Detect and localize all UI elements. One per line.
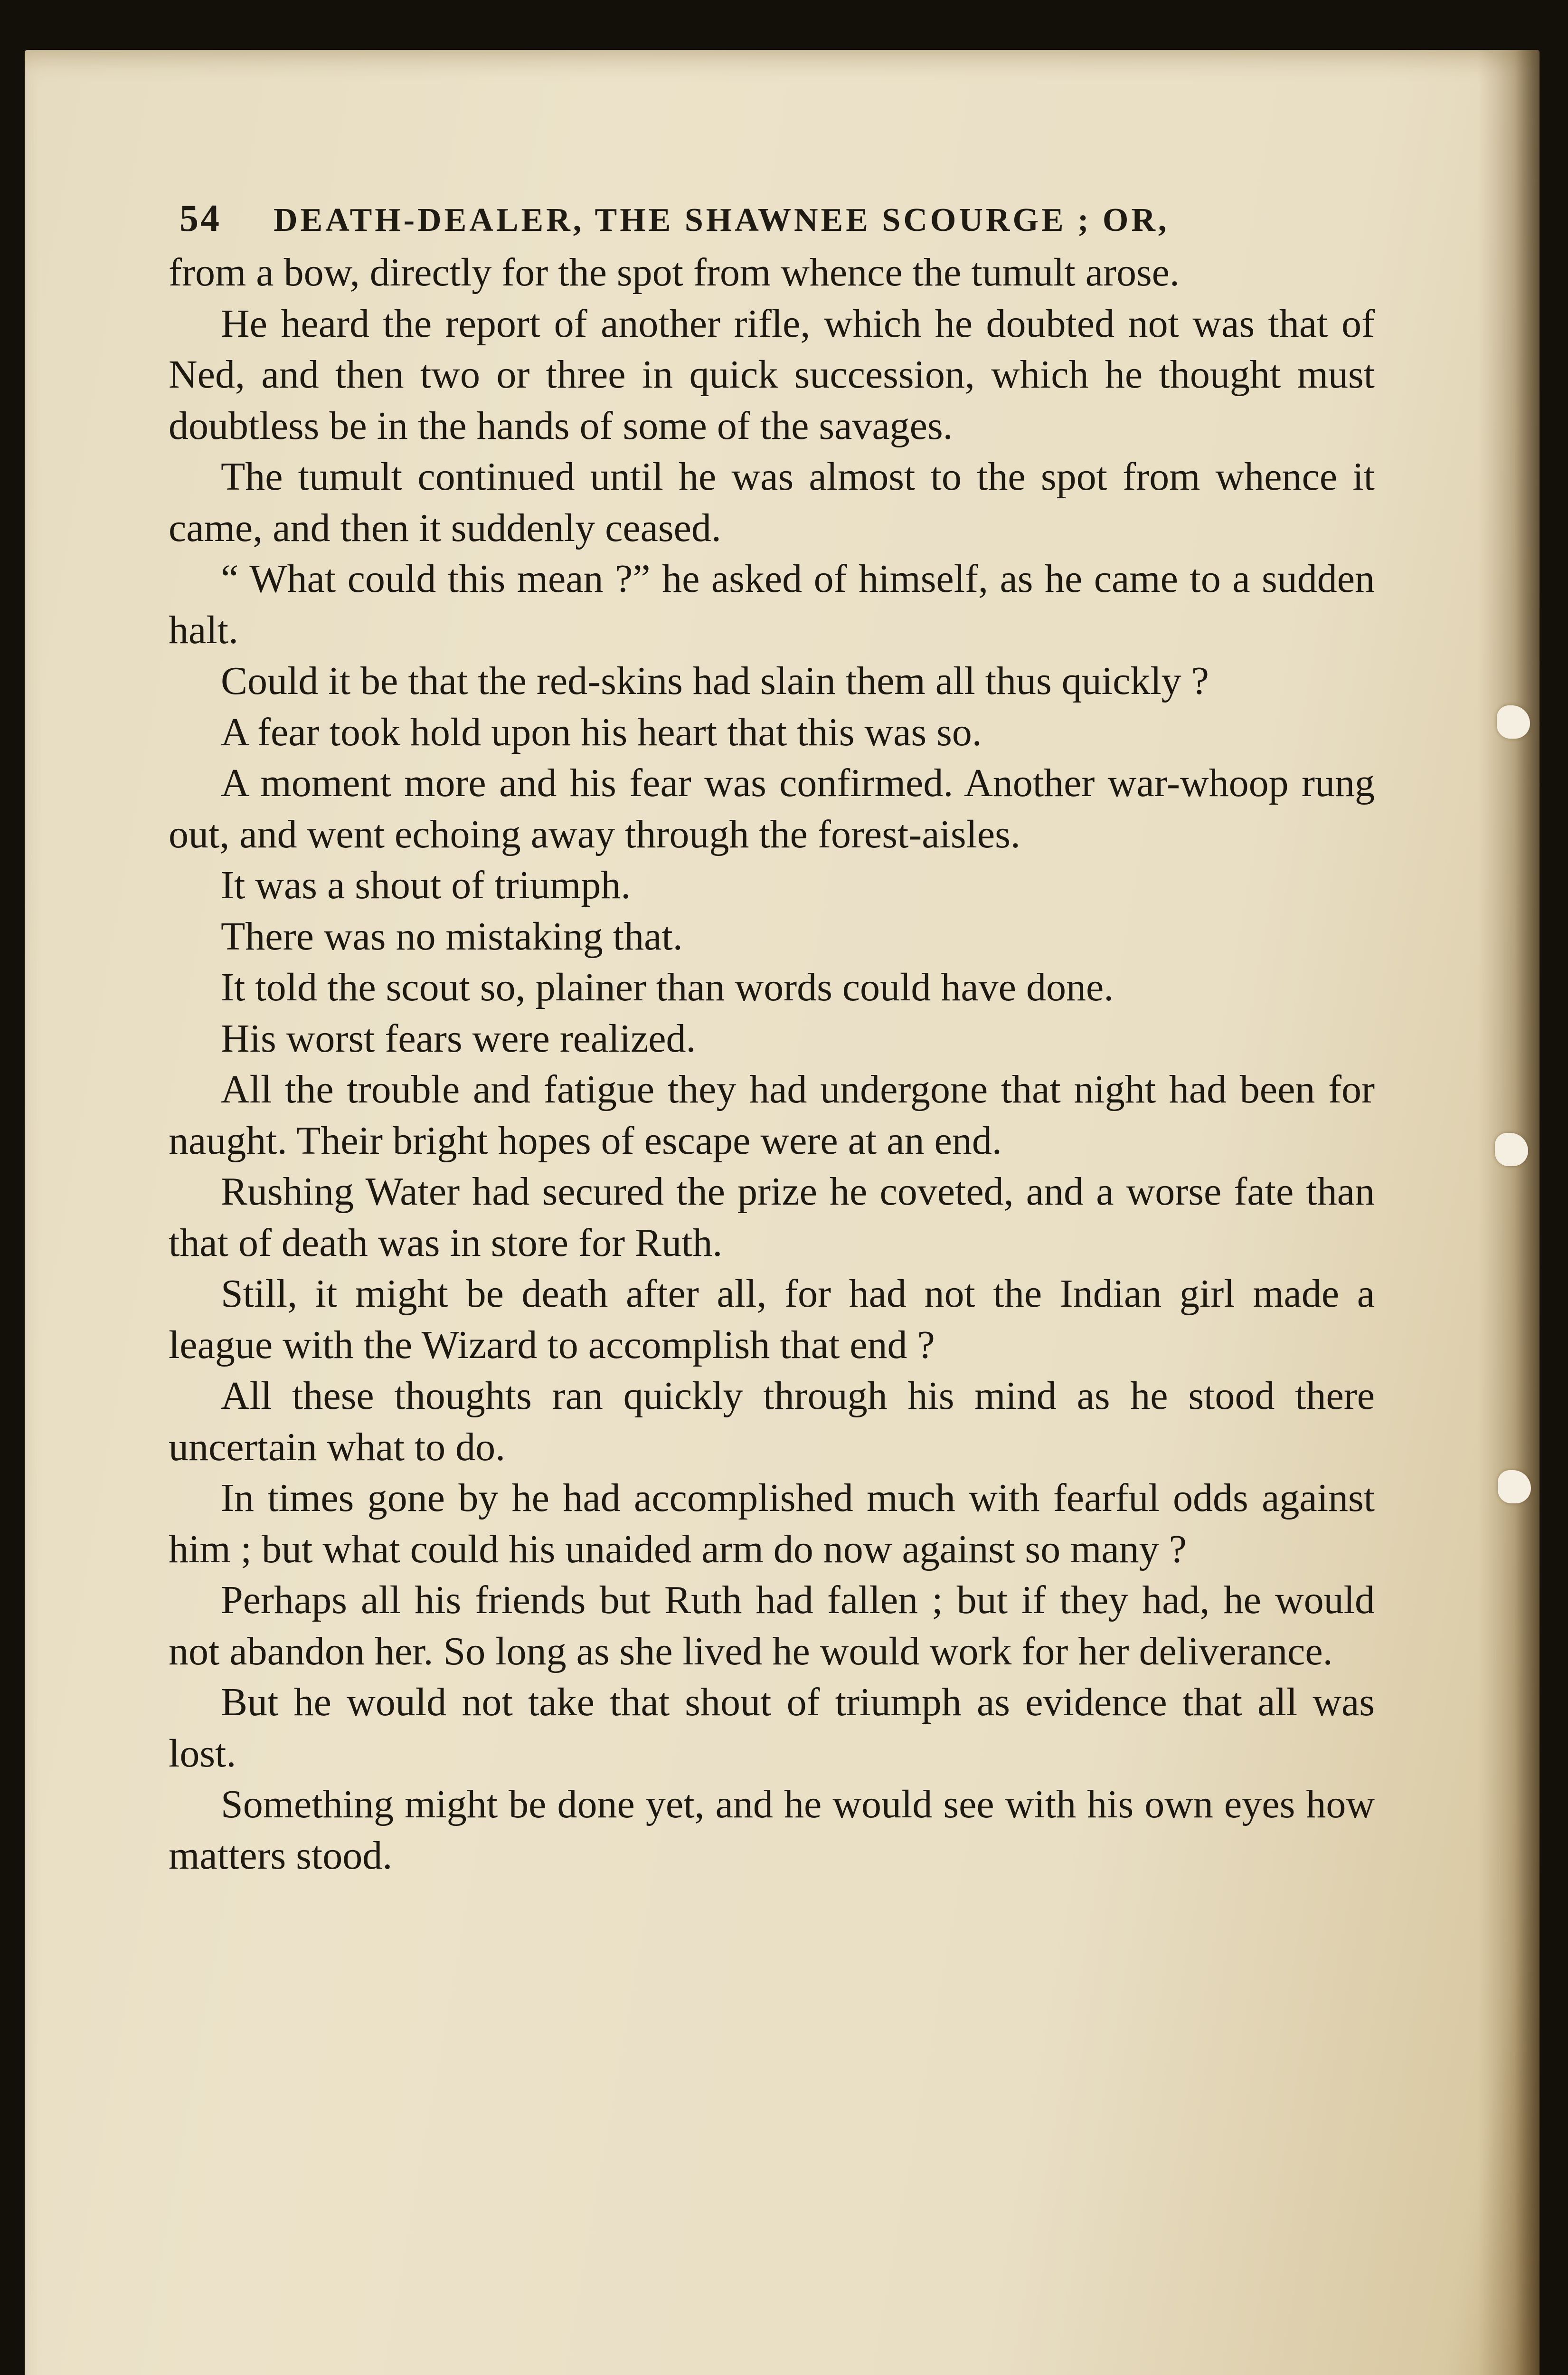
paragraph: Something might be done yet, and he would see with his own eyes how matters stood. (169, 1782, 1375, 1878)
running-header (179, 197, 1395, 240)
paragraph: It was a shout of triumph. (221, 863, 631, 907)
paragraph: from a bow, directly for the spot from whence the tumult arose. (169, 250, 1180, 294)
paragraph: His worst fears were realized. (221, 1016, 696, 1061)
paragraph: Still, it might be death after all, for had not the Indian girl made a league with the Wizard to accomplish that end ? (169, 1272, 1375, 1367)
page-edge-shadow (1478, 50, 1540, 2375)
paragraph: In times gone by he had accomplished much with fearful odds against him ; but what could his unaided arm do now against so many ? (169, 1476, 1375, 1571)
paragraph: “ What could this mean ?” he asked of himself, as he came to a sudden halt. (169, 557, 1375, 652)
paragraph: He heard the report of another rifle, which he doubted not was that of Ned, and then two or three in quick succession, which he thought must doubtless be in the hands of some of the savages. (169, 301, 1375, 448)
paragraph: There was no mistaking that. (221, 914, 683, 959)
paragraph: Could it be that the red-skins had slain them all thus quickly ? (221, 659, 1209, 703)
paragraph: All these thoughts ran quickly through his mind as he stood there uncertain what to do. (169, 1374, 1375, 1469)
paragraph: All the trouble and fatigue they had undergone that night had been for naught. Their bright hopes of escape were at an end. (169, 1067, 1375, 1163)
paragraph: A moment more and his fear was confirmed. Another war-whoop rung out, and went echoing away through the forest-aisles. (169, 761, 1375, 856)
paragraph: It told the scout so, plainer than words could have done. (221, 965, 1114, 1009)
paragraph: The tumult continued until he was almost to the spot from whence it came, and then it suddenly ceased. (169, 455, 1375, 550)
paragraph: Rushing Water had secured the prize he coveted, and a worse fate than that of death was in store for Ruth. (169, 1169, 1375, 1265)
body-text (169, 247, 1375, 1881)
paragraph: But he would not take that shout of triumph as evidence that all was lost. (169, 1680, 1375, 1776)
page-number: 54 (179, 198, 221, 239)
running-title: DEATH-DEALER, THE SHAWNEE SCOURGE ; OR, (274, 202, 1170, 238)
paragraph: A fear took hold upon his heart that this was so. (221, 710, 982, 754)
paragraph: Perhaps all his friends but Ruth had fallen ; but if they had, he would not abandon her. So long as she lived he would work for her deliverance. (169, 1578, 1375, 1673)
